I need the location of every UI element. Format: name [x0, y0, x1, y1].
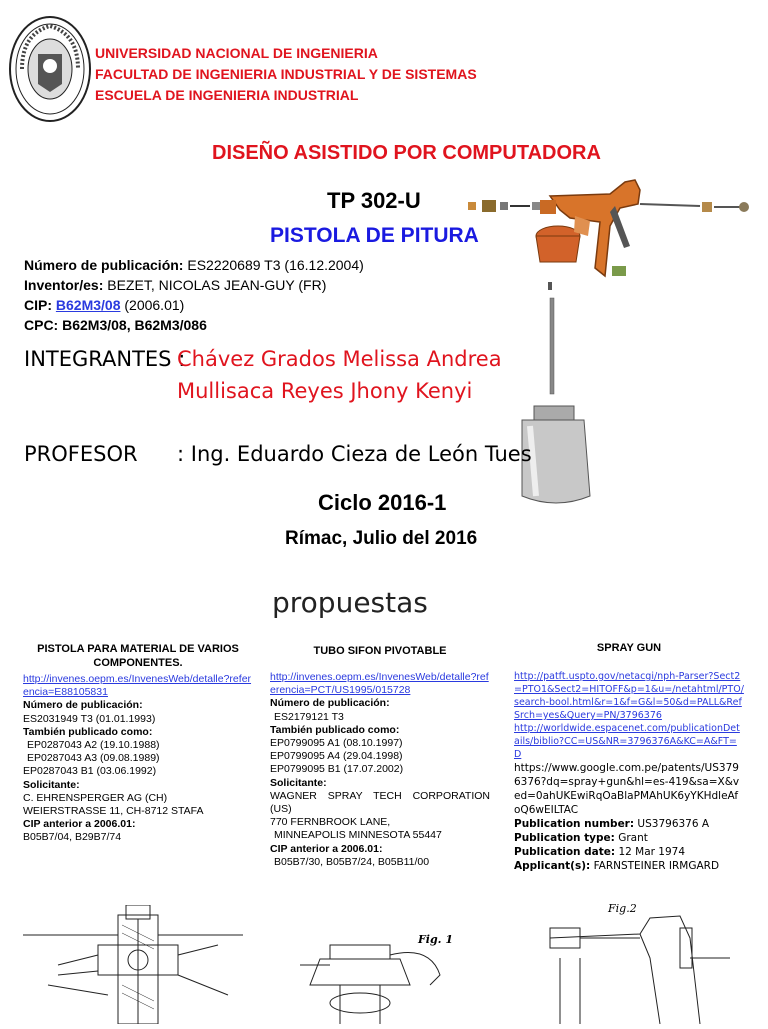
cip-link[interactable]: B62M3/08 [55, 297, 121, 313]
profesor-label: PROFESOR [24, 442, 138, 466]
patent-inventor-line: Inventor/es: BEZET, NICOLAS JEAN-GUY (FR) [24, 277, 327, 293]
proposal-column-3: SPRAY GUN http://patft.uspto.gov/netacgi/nph-Parser?Sect2=PTO1&Sect2=HITOFF&p=1&u=/netahtml/PTO/search-bool.html&r=1&f=G&l=50&d=PALL&RefSrch=yes&Query=PN/3796376 http://worldwide.espacenet.com/publicationDetails/biblio?CC=US&NR=3796376A&KC=A&FT=D https://www.google.com.pe/patents/US3796376?dq=spray+gun&hl=es-419&sa=X&ved=0ahUKEwiRqOaBlaPMAhUK6yYKHdleAfoQ6wEILTAC Publication number: US3796376 A Publication type: Grant Publication date: 12 Mar 1974 Applicant(s): FARNSTEINER IRMGARD [514, 642, 744, 872]
col1-link[interactable]: http://invenes.oepm.es/InvenesWeb/detalle?referencia=E88105831 [23, 673, 252, 699]
col1-title: PISTOLA PARA MATERIAL DE VARIOS COMPONENTES. [37, 643, 239, 669]
integrante-1: Chávez Grados Melissa Andrea [177, 347, 502, 371]
patent-cpc-line: CPC: B62M3/08, B62M3/086 [24, 317, 207, 333]
header-line-3: ESCUELA DE INGENIERIA INDUSTRIAL [95, 87, 359, 103]
col3-url-3: https://www.google.com.pe/patents/US3796376?dq=spray+gun&hl=es-419&sa=X&ved=0ahUKEwiRqOaBlaPMAhUK6yYKHdleAfoQ6wEILTAC [514, 762, 740, 816]
profesor-value: : Ing. Eduardo Cieza de León Tues [177, 442, 532, 466]
header-line-2: FACULTAD DE INGENIERIA INDUSTRIAL Y DE SISTEMAS [95, 66, 477, 82]
university-seal [8, 14, 92, 124]
subject-title: PISTOLA DE PITURA [270, 224, 479, 247]
course-title: DISEÑO ASISTIDO POR COMPUTADORA [212, 142, 601, 164]
col3-link-2[interactable]: http://worldwide.espacenet.com/publicationDetails/biblio?CC=US&NR=3796376A&KC=A&FT=D [514, 723, 740, 760]
col3-title: SPRAY GUN [596, 642, 662, 654]
tp-code: TP 302-U [327, 188, 421, 213]
ciclo: Ciclo 2016-1 [318, 490, 447, 515]
patent-drawing-1 [18, 905, 248, 1024]
proposal-column-2: TUBO SIFON PIVOTABLE http://invenes.oepm.es/InvenesWeb/detalle?referencia=PCT/US1995/015728 Número de publicación: ES2179121 T3 También publicado como: EP0799095 A1 (08.10.1997) EP0799095 A4 (29.04.1998) EP0799095 B1 (17.07.2002) Solicitante: WAGNER SPRAY TECH CORPORATION (US) 770 FERNBROOK LANE, MINNEAPOLIS MINNESOTA 55447 CIP anterior a 2006.01: B05B7/30, B05B7/24, B05B11/00 [270, 645, 490, 868]
patent-drawing-2 [290, 925, 480, 1024]
col2-title: TUBO SIFON PIVOTABLE [313, 645, 447, 657]
fig-2-label: Fig.2 [608, 902, 637, 915]
integrante-2: Mullisaca Reyes Jhony Kenyi [177, 379, 473, 403]
header-line-1: UNIVERSIDAD NACIONAL DE INGENIERIA [95, 45, 378, 61]
patent-drawing-3 [540, 898, 740, 1024]
lugar-fecha: Rímac, Julio del 2016 [285, 528, 478, 549]
integrantes-label: INTEGRANTES : [24, 347, 186, 371]
proposal-column-1: PISTOLA PARA MATERIAL DE VARIOS COMPONENTES. http://invenes.oepm.es/InvenesWeb/detalle?referencia=E88105831 Número de publicación: ES2031949 T3 (01.01.1993) También publicado como: EP0287043 A2 (19.10.1988) EP0287043 A3 (09.08.1989) EP0287043 B1 (03.06.1992) Solicitante: C. EHRENSPERGER AG (CH) WEIERSTRASSE 11, CH-8712 STAFA CIP anterior a 2006.01: B05B7/04, B29B7/74 [23, 643, 252, 844]
propuestas-heading: propuestas [272, 586, 428, 619]
patent-cip-line: CIP: B62M3/08 (2006.01) [24, 297, 185, 313]
fig-1-label: Fig. 1 [418, 933, 453, 946]
col3-link-1[interactable]: http://patft.uspto.gov/netacgi/nph-Parser?Sect2=PTO1&Sect2=HITOFF&p=1&u=/netahtml/PTO/search-bool.html&r=1&f=G&l=50&d=PALL&RefSrch=yes&Query=PN/3796376 [514, 671, 744, 721]
patent-pub-line: Número de publicación: ES2220689 T3 (16.12.2004) [24, 257, 364, 273]
col2-link[interactable]: http://invenes.oepm.es/InvenesWeb/detalle?referencia=PCT/US1995/015728 [270, 671, 489, 697]
